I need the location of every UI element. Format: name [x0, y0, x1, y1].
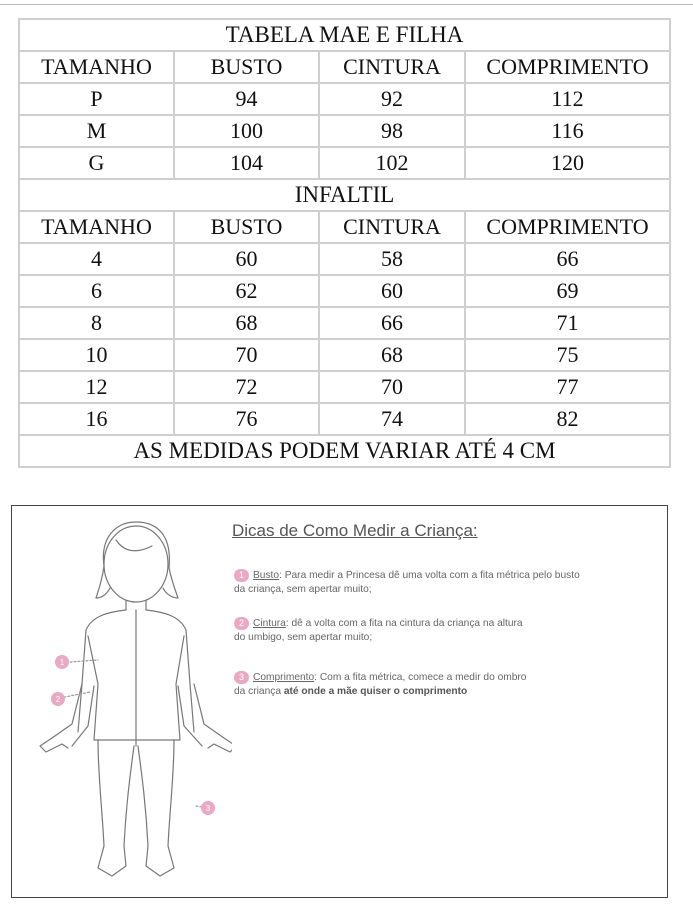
table-cell: 62 [174, 275, 319, 307]
table-cell: 116 [465, 115, 670, 147]
table-header-row [19, 51, 670, 83]
table-cell: 68 [174, 307, 319, 339]
tip-text-line2 [234, 685, 634, 699]
tip-waist [234, 617, 634, 645]
table-cell: 4 [19, 243, 174, 275]
table-row [19, 307, 670, 339]
figure-marker-3: 3 [205, 804, 211, 813]
kids-table-title: INFALTIL [19, 179, 670, 211]
table-cell: 112 [465, 83, 670, 115]
table-cell: M [19, 115, 174, 147]
tip-term: Busto [253, 570, 280, 581]
table-row [19, 275, 670, 307]
table-cell: 77 [465, 371, 670, 403]
footer-note: AS MEDIDAS PODEM VARIAR ATÉ 4 CM [19, 435, 670, 467]
table-cell: 98 [319, 115, 465, 147]
column-header: COMPRIMENTO [465, 211, 670, 243]
table-row [19, 339, 670, 371]
tip-length [234, 671, 634, 699]
tip-text-line2: do umbigo, sem apertar muito; [234, 632, 373, 643]
table-row [19, 403, 670, 435]
table-cell: 104 [174, 147, 319, 179]
table-cell: 82 [465, 403, 670, 435]
table-cell: 76 [174, 403, 319, 435]
tip-text: : Para medir a Princesa dê uma volta com a fita métrica pelo busto [279, 570, 580, 581]
table-cell: 94 [174, 83, 319, 115]
tip-term: Comprimento [253, 672, 315, 683]
table-cell: 60 [319, 275, 465, 307]
table-cell: 60 [174, 243, 319, 275]
table-cell: 92 [319, 83, 465, 115]
table-row [19, 371, 670, 403]
figure-marker-1: 1 [59, 658, 65, 667]
tip-bold-text: até onde a mãe quiser o comprimento [283, 686, 468, 697]
table-cell: 16 [19, 403, 174, 435]
table-cell: 12 [19, 371, 174, 403]
adult-table-title: TABELA MAE E FILHA [19, 19, 670, 51]
table-cell: 69 [465, 275, 670, 307]
figure-marker-2: 2 [55, 695, 61, 704]
tip-term: Cintura [253, 618, 286, 629]
column-header: BUSTO [174, 51, 319, 83]
tip-number-2: 2 [234, 617, 249, 630]
table-cell: 100 [174, 115, 319, 147]
size-table [18, 18, 671, 468]
tip-number-1: 1 [234, 569, 249, 582]
table-header-row [19, 211, 670, 243]
table-cell: 70 [174, 339, 319, 371]
footer-note-row [19, 435, 670, 467]
tip-text: da criança [234, 686, 284, 697]
tip-text: : Com a fita métrica, comece a medir do ombro [314, 672, 527, 683]
tip-number-3: 3 [234, 671, 249, 684]
column-header: COMPRIMENTO [465, 51, 670, 83]
tip-text-line2: da criança, sem apertar muito; [234, 584, 372, 595]
table-cell: 10 [19, 339, 174, 371]
adult-table-title-row [19, 19, 670, 51]
column-header: CINTURA [319, 51, 465, 83]
table-cell: 120 [465, 147, 670, 179]
table-cell: 58 [319, 243, 465, 275]
table-row [19, 147, 670, 179]
table-row [19, 243, 670, 275]
table-cell: G [19, 147, 174, 179]
column-header: TAMANHO [19, 51, 174, 83]
table-cell: 8 [19, 307, 174, 339]
table-row [19, 115, 670, 147]
table-cell: 74 [319, 403, 465, 435]
column-header: TAMANHO [19, 211, 174, 243]
child-figure-illustration [12, 506, 232, 896]
column-header: CINTURA [319, 211, 465, 243]
measuring-guide [11, 505, 668, 898]
column-header: BUSTO [174, 211, 319, 243]
guide-title: Dicas de Como Medir a Criança: [232, 521, 478, 540]
table-cell: 75 [465, 339, 670, 371]
tip-bust [234, 569, 634, 597]
table-cell: 70 [319, 371, 465, 403]
top-divider [0, 4, 693, 5]
table-cell: 102 [319, 147, 465, 179]
table-cell: 66 [319, 307, 465, 339]
table-cell: 66 [465, 243, 670, 275]
table-cell: 68 [319, 339, 465, 371]
table-cell: 6 [19, 275, 174, 307]
table-cell: 72 [174, 371, 319, 403]
table-cell: 71 [465, 307, 670, 339]
tip-text: : dê a volta com a fita na cintura da criança na altura [285, 618, 523, 629]
kids-table-title-row [19, 179, 670, 211]
table-row [19, 83, 670, 115]
table-cell: P [19, 83, 174, 115]
